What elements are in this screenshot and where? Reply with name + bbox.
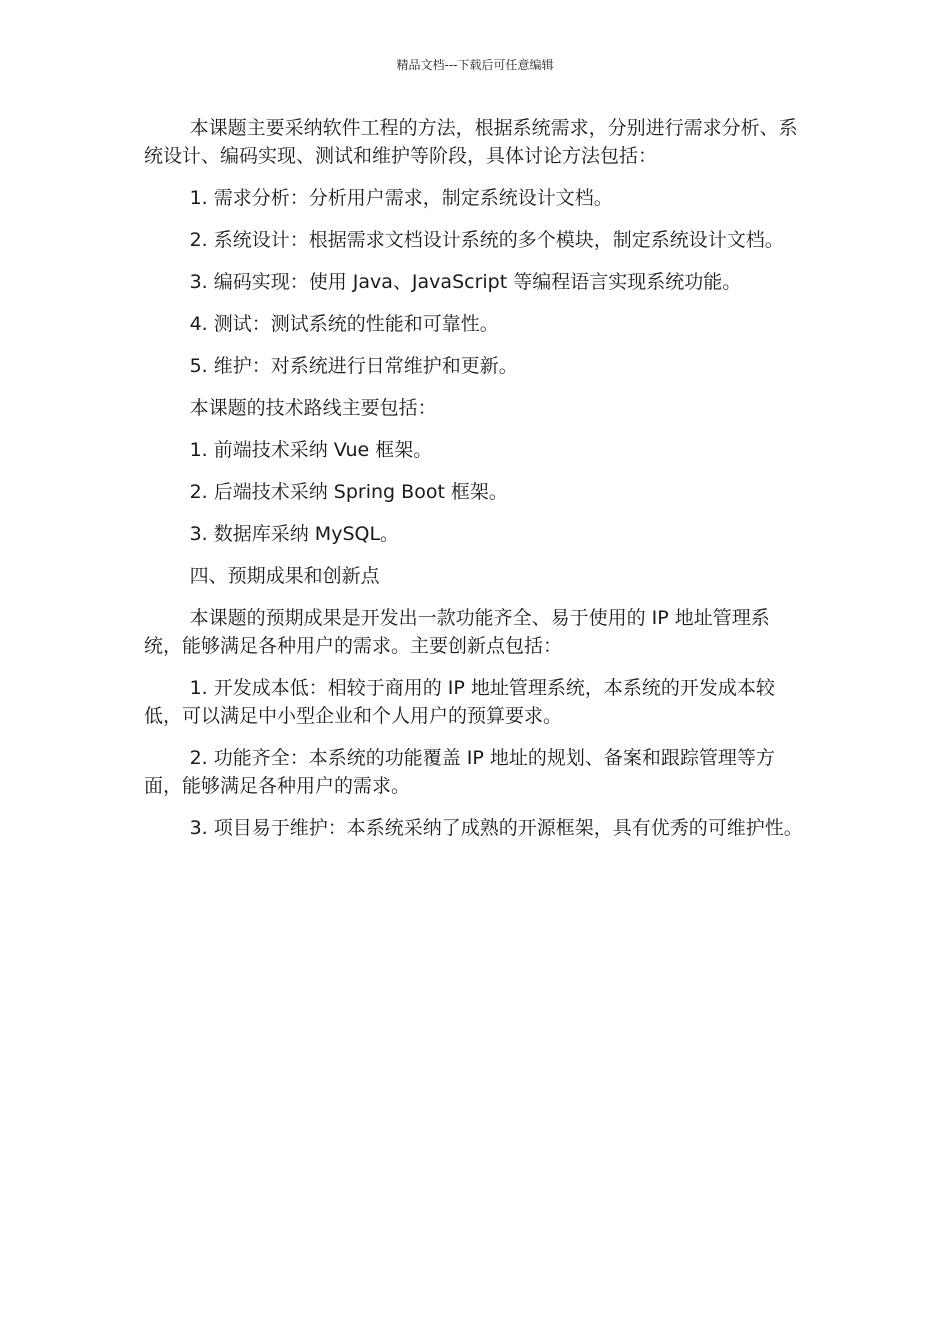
- section-heading-outcomes: 四、预期成果和创新点: [189, 565, 380, 587]
- document-body: [144, 114, 804, 856]
- paragraph-tech-frontend: 1. 前端技术采纳 Vue 框架。: [189, 439, 433, 461]
- paragraph-method-intro: 本课题主要采纳软件工程的方法，根据系统需求，分别进行需求分析、系统设计、编码实现、测试和维护等阶段，具体讨论方法包括：: [144, 117, 798, 167]
- paragraph-tech-database: 3. 数据库采纳 MySQL。: [189, 523, 400, 545]
- paragraph-step-maintenance: 5. 维护：对系统进行日常维护和更新。: [189, 355, 518, 377]
- paragraph-tech-backend: 2. 后端技术采纳 Spring Boot 框架。: [189, 481, 508, 503]
- paragraph-outcomes-intro: 本课题的预期成果是开发出一款功能齐全、易于使用的 IP 地址管理系统，能够满足各种用户的需求。主要创新点包括：: [144, 607, 770, 657]
- paragraph-innovation-cost: 1. 开发成本低：相较于商用的 IP 地址管理系统，本系统的开发成本较低，可以满足中小型企业和个人用户的预算要求。: [144, 677, 775, 727]
- paragraph-innovation-features: 2. 功能齐全：本系统的功能覆盖 IP 地址的规划、备案和跟踪管理等方面，能够满足各种用户的需求。: [144, 747, 775, 797]
- paragraph-step-testing: 4. 测试：测试系统的性能和可靠性。: [189, 313, 499, 335]
- paragraph-step-requirements: 1. 需求分析：分析用户需求，制定系统设计文档。: [189, 187, 613, 209]
- paragraph-innovation-maintainability: 3. 项目易于维护：本系统采纳了成熟的开源框架，具有优秀的可维护性。: [189, 817, 803, 839]
- page-header: 精品文档---下载后可任意编辑: [396, 58, 554, 72]
- paragraph-step-coding: 3. 编码实现：使用 Java、JavaScript 等编程语言实现系统功能。: [189, 271, 742, 293]
- paragraph-step-design: 2. 系统设计：根据需求文档设计系统的多个模块，制定系统设计文档。: [189, 229, 784, 251]
- paragraph-tech-route-intro: 本课题的技术路线主要包括：: [189, 397, 437, 419]
